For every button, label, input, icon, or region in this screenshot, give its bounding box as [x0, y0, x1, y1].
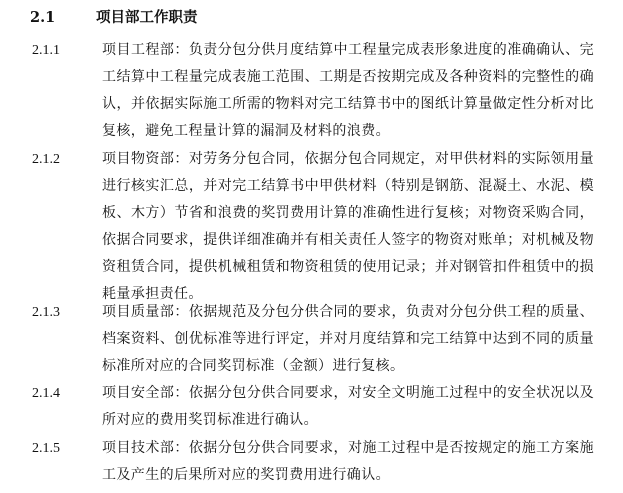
item-number: 2.1.1 [32, 43, 60, 58]
item-text: 项目安全部：依据分包分供合同要求，对安全文明施工过程中的安全状况以及所对应的费用奖罚标准进行确认。 [102, 385, 594, 428]
section-title: 项目部工作职责 [96, 9, 198, 26]
item-text: 项目工程部：负责分包分供月度结算中工程量完成表形象进度的准确确认、完工结算中工程量完成表施工范围、工期是否按期完成及各种资料的完整性的确认，并依据实际施工所需的物料对完工结算书中的图纸计算量做定性分析对比复核，避免工程量计算的漏洞及材料的浪费。 [102, 42, 594, 139]
item-text: 项目技术部：依据分包分供合同要求，对施工过程中是否按规定的施工方案施工及产生的后果所对应的奖罚费用进行确认。 [102, 440, 594, 483]
item-number: 2.1.3 [32, 305, 60, 320]
item-text: 项目物资部：对劳务分包合同，依据分包合同规定，对甲供材料的实际领用量进行核实汇总，并对完工结算书中甲供材料（特别是钢筋、混凝土、水泥、模板、木方）节省和浪费的奖罚费用计算的准确性进行复核；对物资采购合同，依据合同要求，提供详细准确并有相关责任人签字的物资对账单；对机械及物资租赁合同，提供机械租赁和物资租赁的使用记录；并对钢管扣件租赁中的损耗量承担责任。 [102, 151, 594, 302]
item-number: 2.1.2 [32, 152, 60, 167]
item-text: 项目质量部：依据规范及分包分供合同的要求，负责对分包分供工程的质量、档案资料、创优标准等进行评定，并对月度结算和完工结算中达到不同的质量标准所对应的合同奖罚标准（金额）进行复核。 [102, 304, 594, 374]
section-number: 2.1 [30, 9, 56, 26]
item-number: 2.1.5 [32, 441, 60, 456]
item-number: 2.1.4 [32, 386, 60, 401]
